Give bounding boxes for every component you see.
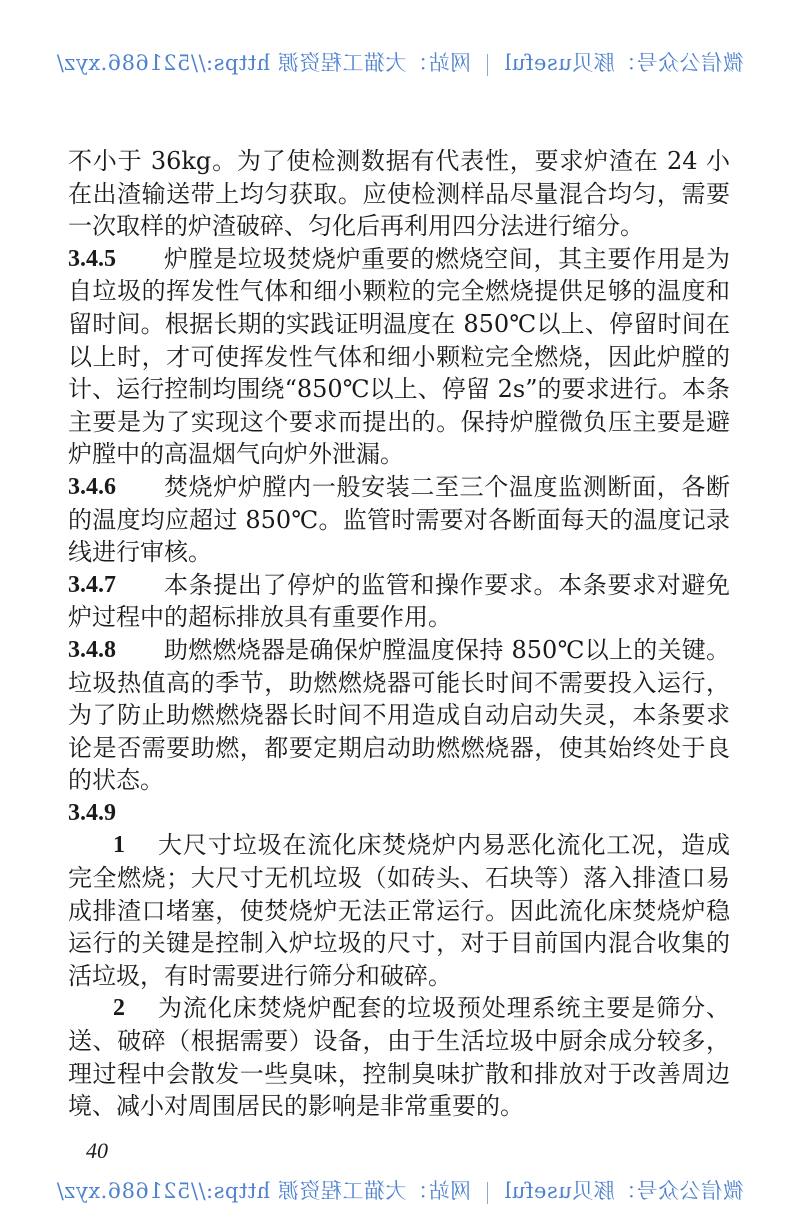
line-text: 为了防止助燃燃烧器长时间不用造成自动启动失灵，本条要求 [68,701,730,730]
text-line [68,341,730,374]
section-number: 3.4.8 [68,636,116,663]
line-text: 自垃圾的挥发性气体和细小颗粒的完全燃烧提供足够的温度和 [68,277,730,306]
section-number: 3.4.5 [68,245,116,272]
line-text: 大尺寸垃圾在流化床焚烧炉内易恶化流化工况，造成 [158,831,730,860]
text-line [68,1090,730,1123]
text-line [68,504,730,537]
text-line [68,471,730,504]
section-number: 3.4.9 [68,799,116,826]
section-number: 3.4.6 [68,473,116,500]
line-text: 的温度均应超过 850℃。监管时需要对各断面每天的温度记录 [68,505,730,534]
line-text: 炉过程中的超标排放具有重要作用。 [68,603,452,632]
text-line [68,960,730,993]
text-line [68,862,730,895]
line-text: 计、运行控制均围绕“850℃以上、停留 2s”的要求进行。本条 [68,375,730,404]
watermark-website: 网站：大猫工程资源 https://521686.xyz/ [56,51,471,75]
line-text: 为流化床焚烧炉配套的垃圾预处理系统主要是筛分、 [158,994,730,1023]
text-line [68,210,730,243]
line-text: 的状态。 [68,766,164,795]
text-line [68,732,730,765]
watermark-bottom [38,1176,762,1206]
text-line [68,536,730,569]
text-line [68,992,730,1025]
line-text: 炉膛是垃圾焚烧炉重要的燃烧空间，其主要作用是为 [164,244,730,273]
list-item-1 [68,829,730,992]
line-text: 论是否需要助燃，都要定期启动助燃燃烧器，使其始终处于良 [68,733,730,762]
line-text: 本条提出了停炉的监管和操作要求。本条要求对避免 [164,570,730,599]
text-line [68,797,730,830]
line-text: 留时间。根据长期的实践证明温度在 850℃以上、停留时间在 [68,309,730,338]
document-body [68,145,730,1123]
text-line [68,373,730,406]
watermark-website: 网站：大猫工程资源 https://521686.xyz/ [56,1179,471,1203]
item-number: 2 [113,995,125,1022]
text-line [68,308,730,341]
section-3-4-7 [68,569,730,634]
watermark-divider [487,54,488,76]
line-text: 焚烧炉炉膛内一般安装二至三个温度监测断面，各断 [164,472,730,501]
line-text: 不小于 36kg。为了使检测数据有代表性，要求炉渣在 24 小 [68,147,730,175]
line-text: 线进行审核。 [68,538,212,567]
watermark-wechat: 微信公众号：豚贝useful [503,1179,744,1203]
section-3-4-8 [68,634,730,797]
text-line [68,927,730,960]
watermark-wechat: 微信公众号：豚贝useful [503,51,744,75]
line-text [164,797,730,830]
line-text: 完全燃烧；大尺寸无机垃圾（如砖头、石块等）落入排渣口易 [68,864,730,893]
line-text: 在出渣输送带上均匀获取。应使检测样品尽量混合均匀，需要 [68,179,730,208]
text-line [68,764,730,797]
text-line [68,634,730,667]
text-line [68,406,730,439]
line-text: 以上时，才可使挥发性气体和细小颗粒完全燃烧，因此炉膛的 [68,342,730,371]
line-text: 活垃圾，有时需要进行筛分和破碎。 [68,961,452,990]
line-text: 炉膛中的高温烟气向炉外泄漏。 [68,440,404,469]
item-number: 1 [113,832,125,859]
line-text: 垃圾热值高的季节，助燃燃烧器可能长时间不需要投入运行， [68,668,730,697]
section-3-4-6 [68,471,730,569]
text-line [68,438,730,471]
line-text: 一次取样的炉渣破碎、匀化后再利用四分法进行缩分。 [68,212,644,241]
text-line [68,699,730,732]
watermark-divider [487,1182,488,1204]
text-line [68,829,730,862]
section-number: 3.4.7 [68,571,116,598]
text-line [68,1025,730,1058]
text-line [68,895,730,928]
line-text: 送、破碎（根据需要）设备，由于生活垃圾中厨余成分较多， [68,1027,730,1056]
line-text: 助燃燃烧器是确保炉膛温度保持 850℃以上的关键。 [164,635,730,664]
text-line [68,243,730,276]
line-text: 理过程中会散发一些臭味，控制臭味扩散和排放对于改善周边 [68,1059,730,1088]
watermark-top [38,48,762,78]
line-text: 成排渣口堵塞，使焚烧炉无法正常运行。因此流化床焚烧炉稳 [68,896,730,925]
page-number: 40 [86,1138,108,1163]
text-line [68,601,730,634]
paragraph [68,145,730,243]
text-line [68,145,730,178]
line-text: 主要是为了实现这个要求而提出的。保持炉膛微负压主要是避 [68,407,730,436]
line-text: 境、减小对周围居民的影响是非常重要的。 [68,1092,524,1121]
section-3-4-5 [68,243,730,471]
section-3-4-9 [68,797,730,830]
list-item-2 [68,992,730,1122]
text-line [68,275,730,308]
text-line [68,178,730,211]
text-line [68,569,730,602]
text-line [68,1058,730,1091]
line-text: 运行的关键是控制入炉垃圾的尺寸，对于目前国内混合收集的 [68,929,730,958]
text-line [68,667,730,700]
